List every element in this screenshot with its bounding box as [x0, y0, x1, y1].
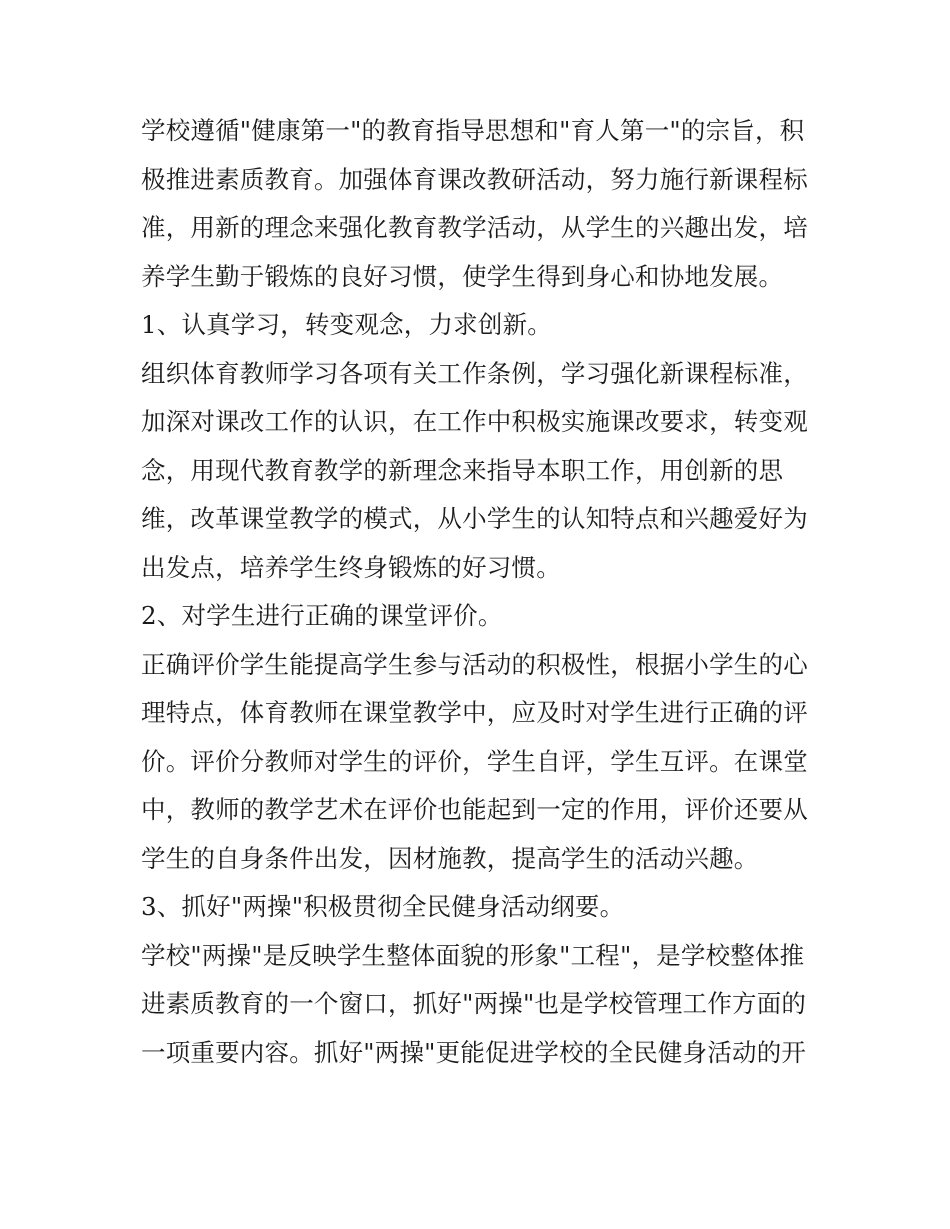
section-1-paragraph-line-3: 念，用现代教育教学的新理念来指导本职工作，用创新的思	[141, 455, 784, 485]
section-3-paragraph-line-1: 学校"两操"是反映学生整体面貌的形象"工程"，是学校整体推	[141, 940, 805, 970]
section-2-paragraph-line-2: 理特点，体育教师在课堂教学中，应及时对学生进行正确的评	[141, 698, 808, 727]
section-3-paragraph-line-3: 一项重要内容。抓好"两操"更能促进学校的全民健身活动的开	[141, 1037, 807, 1067]
document-body	[141, 107, 821, 1077]
intro-paragraph-line-2: 极推进素质教育。加强体育课改教研活动，努力施行新课程标	[141, 164, 808, 194]
section-3-paragraph-line-2: 进素质教育的一个窗口，抓好"两操"也是学校管理工作方面的	[141, 989, 807, 1018]
section-1-heading: 1、认真学习，转变观念，力求创新。	[141, 310, 552, 339]
section-1-paragraph-line-1: 组织体育教师学习各项有关工作条例，学习强化新课程标准，	[141, 358, 808, 388]
section-2-heading: 2、对学生进行正确的课堂评价。	[141, 601, 503, 630]
section-2-paragraph-line-3: 价。评价分教师对学生的评价，学生自评，学生互评。在课堂	[141, 746, 808, 776]
intro-paragraph-line-3: 准，用新的理念来强化教育教学活动，从学生的兴趣出发，培	[141, 213, 808, 242]
section-2-paragraph-line-4: 中，教师的教学艺术在评价也能起到一定的作用，评价还要从	[141, 795, 808, 824]
section-2-paragraph-line-1: 正确评价学生能提高学生参与活动的积极性，根据小学生的心	[141, 649, 808, 679]
section-2-paragraph-line-5: 学生的自身条件出发，因材施教，提高学生的活动兴趣。	[141, 843, 759, 873]
section-1-paragraph-line-4: 维，改革课堂教学的模式，从小学生的认知特点和兴趣爱好为	[141, 504, 808, 533]
section-1-paragraph-line-5: 出发点，培养学生终身锻炼的好习惯。	[141, 552, 561, 582]
section-1-paragraph-line-2: 加深对课改工作的认识，在工作中积极实施课改要求，转变观	[141, 407, 808, 436]
intro-paragraph-line-1: 学校遵循"健康第一"的教育指导思想和"育人第一"的宗旨，积	[141, 116, 805, 145]
intro-paragraph-line-4: 养学生勤于锻炼的良好习惯，使学生得到身心和协地发展。	[141, 261, 784, 291]
section-3-heading: 3、抓好"两操"积极贯彻全民健身活动纲要。	[141, 892, 625, 921]
